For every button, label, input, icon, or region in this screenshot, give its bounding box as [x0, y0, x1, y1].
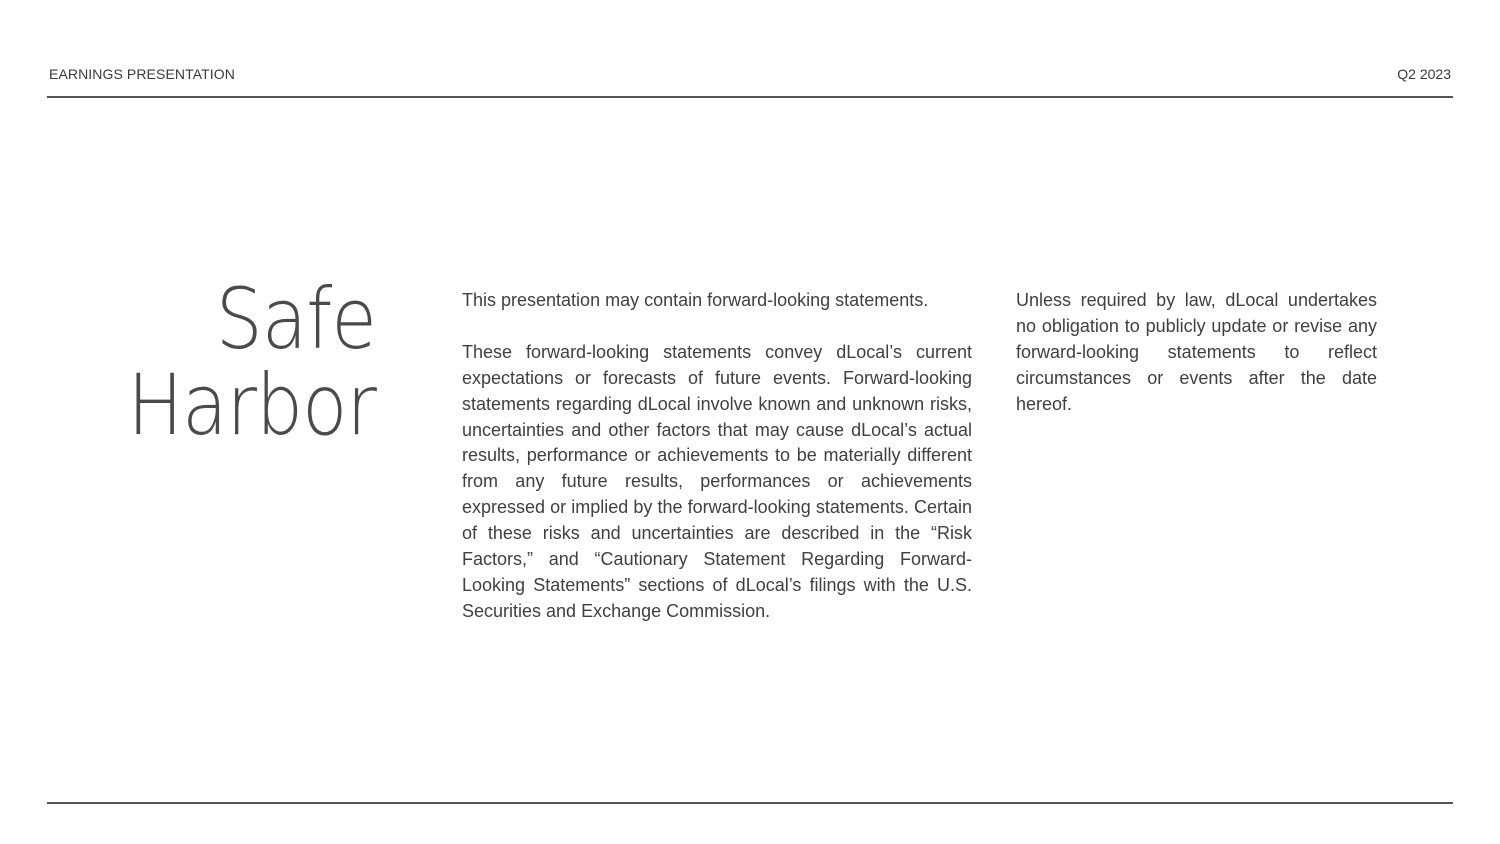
- disclaimer-column-right: [1016, 288, 1377, 418]
- disclaimer-intro: This presentation may contain forward-looking statements.: [462, 290, 929, 310]
- disclaimer-column-left: [462, 288, 972, 625]
- page-title-line-1: Safe: [215, 270, 376, 368]
- footer-divider: [47, 802, 1453, 804]
- presentation-label: EARNINGS PRESENTATION: [49, 66, 235, 82]
- period-label: Q2 2023: [1397, 66, 1451, 82]
- header-divider: [47, 96, 1453, 98]
- page-title: [60, 270, 376, 454]
- disclaimer-no-update: Unless required by law, dLocal undertakes no obligation to publicly update or revise any forward-looking statements to reflect circumstances or events after the date hereof.: [1016, 290, 1377, 414]
- page-title-line-2: Harbor: [127, 356, 376, 454]
- disclaimer-paragraph: These forward-looking statements convey dLocal’s current expectations or forecasts of future events. Forward-looking statements regarding dLocal involve known and unknown risks, uncertainties and other factors that may cause dLocal’s actual results, performance or achievements to be materially different from any future results, performances or achievements expressed or implied by the forward-looking statements. Certain of these risks and uncertainties are described in the “Risk Factors,” and “Cautionary Statement Regarding Forward-Looking Statements” sections of dLocal’s filings with the U.S. Securities and Exchange Commission.: [462, 341, 972, 621]
